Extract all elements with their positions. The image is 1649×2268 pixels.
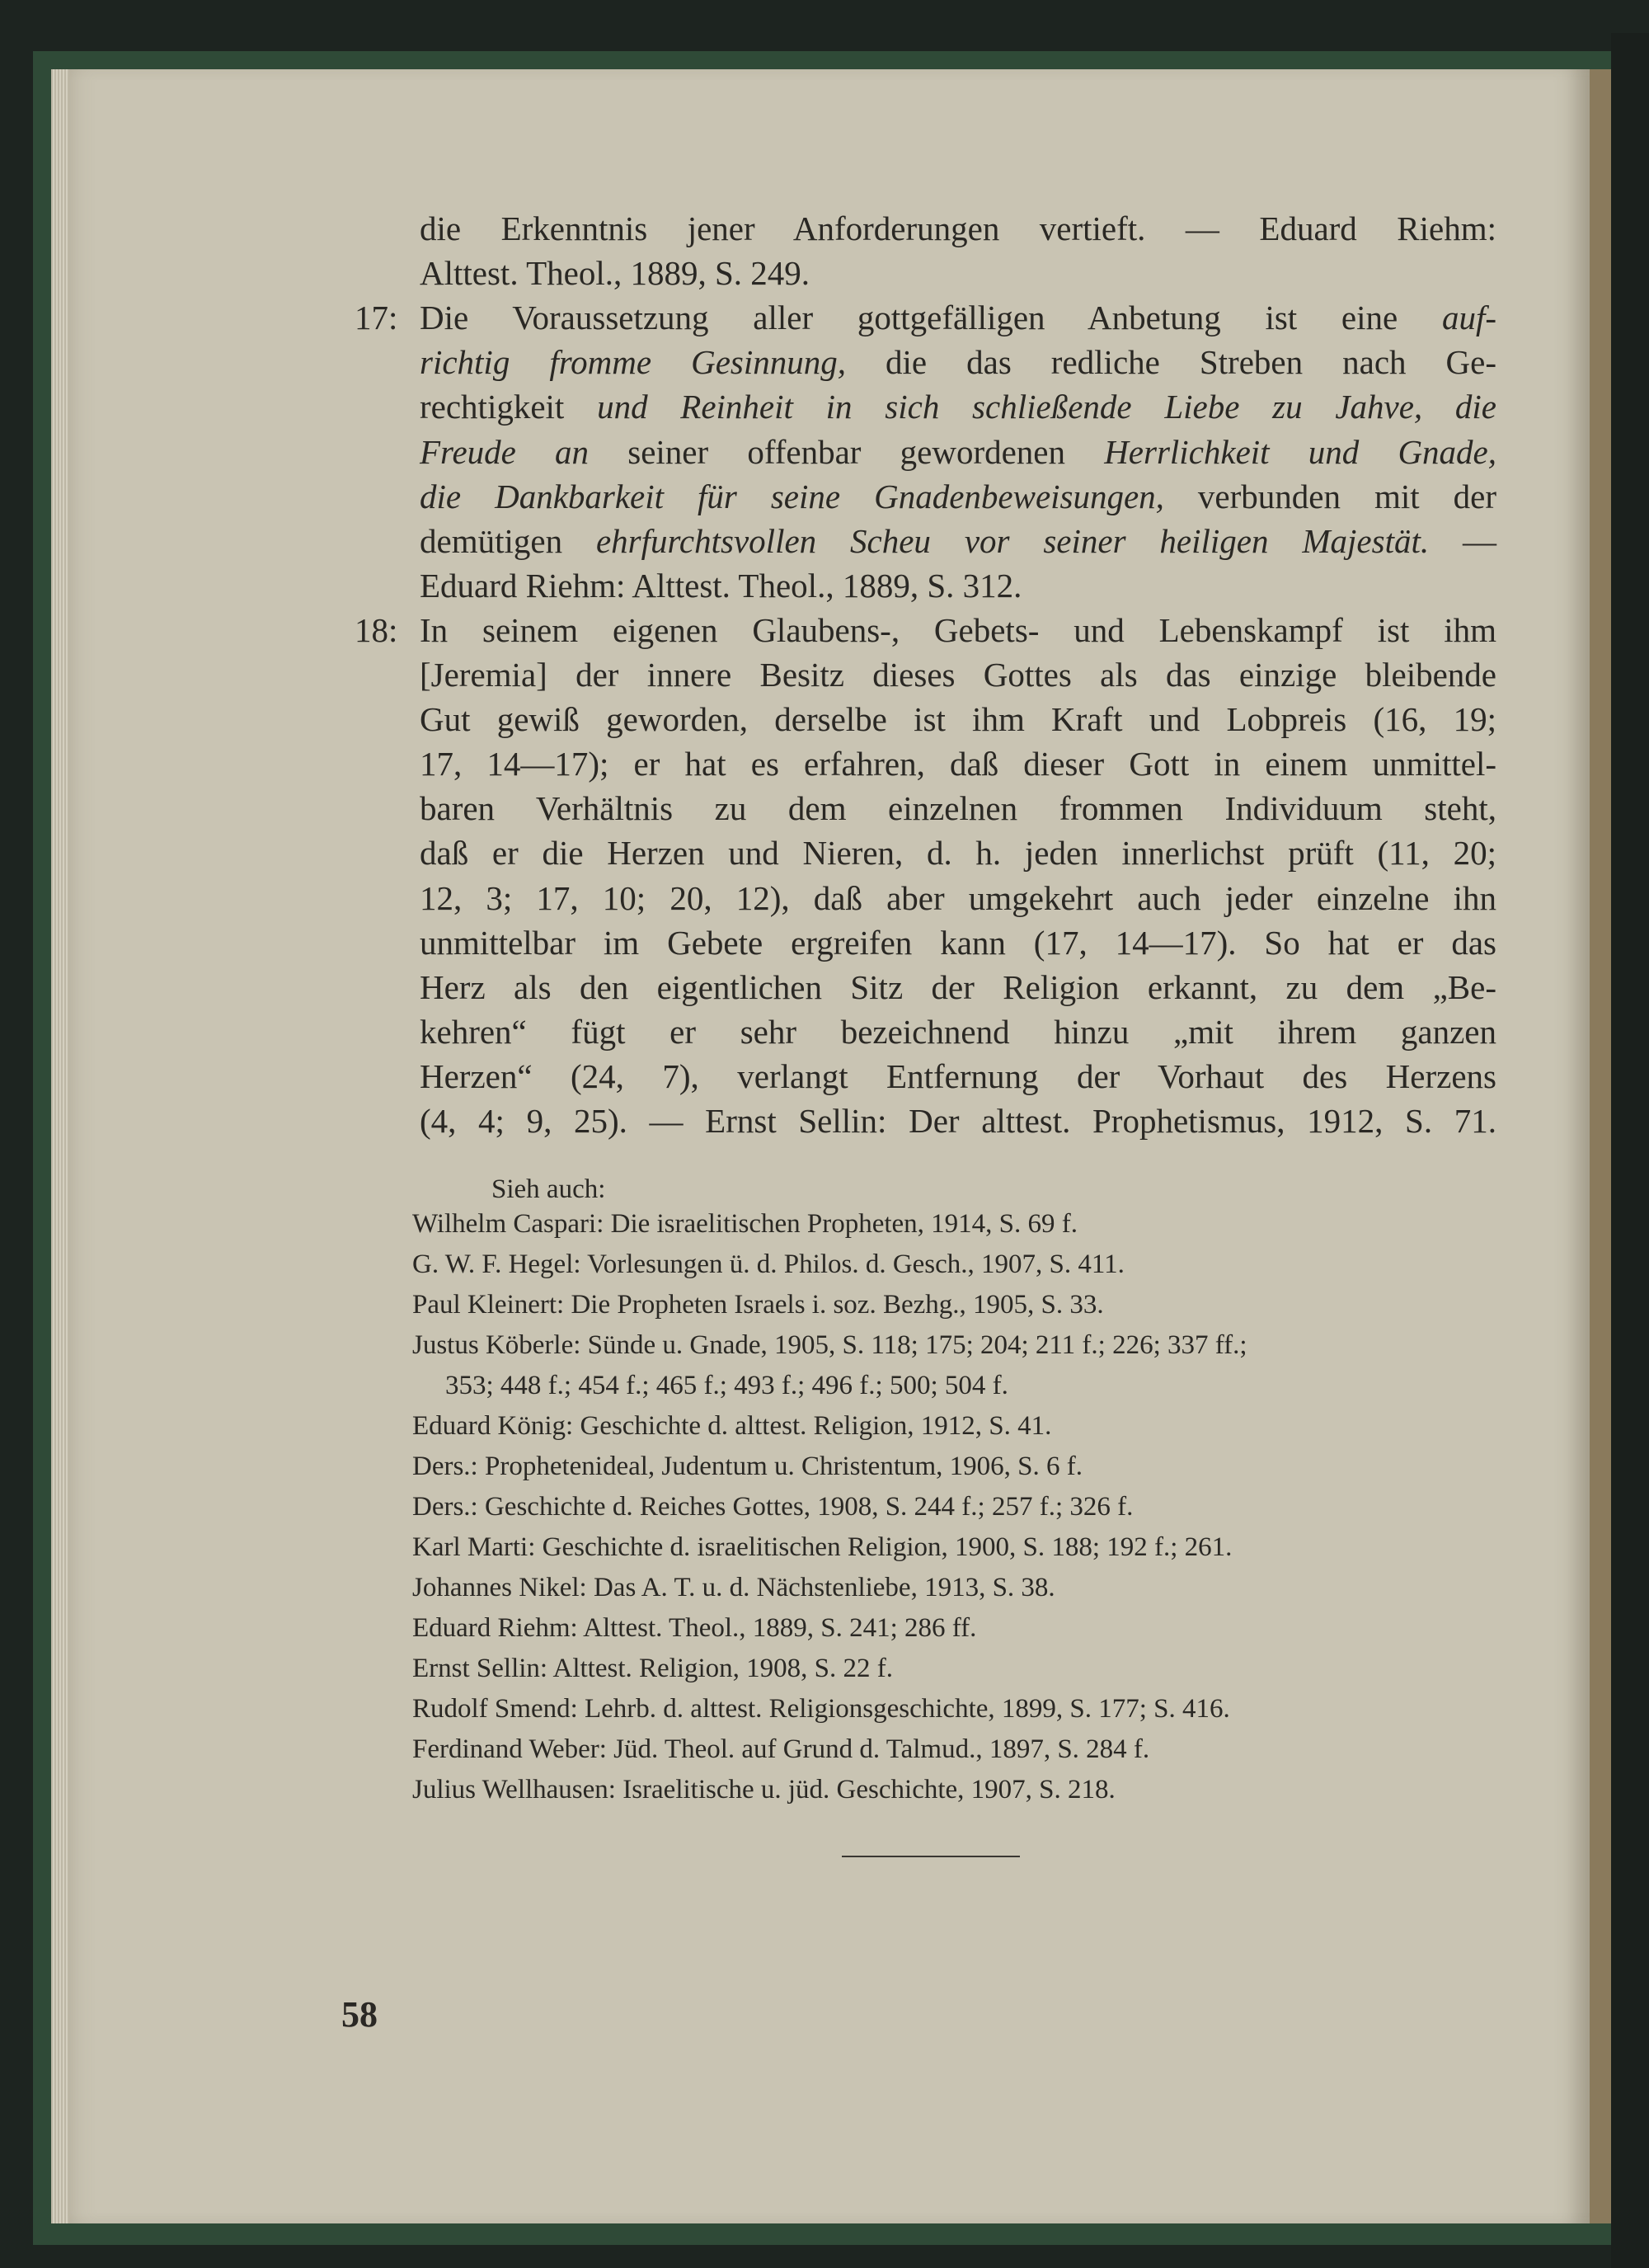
scan-background (1611, 33, 1649, 2268)
bibliography-entry: Wilhelm Caspari: Die israelitischen Propheten, 1914, S. 69 f. (412, 1209, 1078, 1239)
text-segment: verbunden mit der (1163, 477, 1496, 515)
page-edges (51, 69, 69, 2223)
bibliography-entry: Ders.: Geschichte d. Reiches Gottes, 1908, S. 244 f.; 257 f.; 326 f. (412, 1492, 1134, 1522)
text-line (420, 430, 1496, 474)
text-line (420, 474, 1496, 519)
text-segment: seiner offenbar gewordenen (589, 432, 1105, 471)
text-segment: In seinem eigenen Glaubens-, Gebets- und Lebenskampf ist ihm (420, 610, 1496, 649)
text-segment: unmittelbar im Gebete ergreifen kann (17, 14—17). So hat er das (420, 923, 1496, 962)
text-segment: — (1429, 521, 1496, 560)
italic-text: und Reinheit in sich schließende Liebe zu Jahve, die (597, 388, 1497, 426)
text-segment: die Erkenntnis jener Anforderungen vertieft. — Eduard Riehm: (420, 209, 1496, 247)
text-line (420, 876, 1496, 920)
text-line (420, 965, 1496, 1009)
text-line (420, 920, 1496, 965)
page-number: 58 (341, 1994, 378, 2035)
text-segment: Die Voraussetzung aller gottgefälligen Anbetung ist eine (420, 299, 1442, 337)
text-segment: Herz als den eigentlichen Sitz der Religion erkannt, zu dem „Be- (420, 967, 1496, 1006)
text-line (420, 295, 1496, 340)
text-segment: die das redliche Streben nach Ge- (846, 343, 1496, 382)
bibliography-entry: Ders.: Prophetenideal, Judentum u. Christentum, 1906, S. 6 f. (412, 1452, 1083, 1481)
text-segment: Eduard Riehm: Alttest. Theol., 1889, S. 312. (420, 566, 1022, 605)
text-line (420, 786, 1496, 831)
bibliography-entry: Eduard Riehm: Alttest. Theol., 1889, S. 241; 286 ff. (412, 1613, 977, 1643)
text-line (420, 519, 1496, 563)
text-line (420, 563, 1496, 608)
bibliography-entry: Paul Kleinert: Die Propheten Israels i. soz. Bezhg., 1905, S. 33. (412, 1290, 1104, 1320)
text-segment: rechtigkeit (420, 388, 598, 426)
italic-text: auf- (1441, 299, 1496, 337)
text-segment: [Jeremia] der innere Besitz dieses Gottes als das einzige bleibende (420, 656, 1496, 694)
bibliography-entry: Justus Köberle: Sünde u. Gnade, 1905, S. 118; 175; 204; 211 f.; 226; 337 ff.; (412, 1330, 1247, 1360)
text-line (420, 741, 1496, 786)
italic-text: Freude an (420, 432, 590, 471)
italic-text: die Dankbarkeit für seine Gnadenbeweisungen, (420, 477, 1164, 515)
text-segment: 17, 14—17); er hat es erfahren, daß dieser Gott in einem unmittel- (420, 745, 1496, 783)
italic-text: richtig fromme Gesinnung, (420, 343, 847, 382)
text-segment: Herzen“ (24, 7), verlangt Entfernung der Vorhaut des Herzens (420, 1056, 1496, 1095)
bibliography-entry: Rudolf Smend: Lehrb. d. alttest. Religionsgeschichte, 1899, S. 177; S. 416. (412, 1694, 1230, 1724)
bibliography-entry: Ferdinand Weber: Jüd. Theol. auf Grund d. Talmud., 1897, S. 284 f. (412, 1734, 1150, 1764)
bibliography-entry: Ernst Sellin: Alttest. Religion, 1908, S. 22 f. (412, 1654, 894, 1683)
text-line (420, 340, 1496, 384)
text-line (420, 251, 1496, 295)
bibliography-entry: Johannes Nikel: Das A. T. u. d. Nächstenliebe, 1913, S. 38. (412, 1573, 1055, 1602)
text-line (420, 697, 1496, 741)
bibliography-entry: G. W. F. Hegel: Vorlesungen ü. d. Philos. d. Gesch., 1907, S. 411. (412, 1249, 1125, 1279)
text-segment: baren Verhältnis zu dem einzelnen frommen Individuum steht, (420, 789, 1496, 828)
text-line (420, 608, 1496, 652)
opposite-page-edge (1590, 69, 1611, 2223)
note-number: 18: (355, 610, 398, 649)
bibliography-entry: Eduard König: Geschichte d. alttest. Religion, 1912, S. 41. (412, 1411, 1052, 1441)
bibliography-entry: 353; 448 f.; 454 f.; 465 f.; 493 f.; 496 f.; 500; 504 f. (445, 1371, 1008, 1400)
text-segment: kehren“ fügt er sehr bezeichnend hinzu „mit ihrem ganzen (420, 1012, 1496, 1051)
text-line (420, 1054, 1496, 1099)
italic-text: Herrlichkeit und Gnade, (1104, 432, 1496, 471)
text-segment: 12, 3; 17, 10; 20, 12), daß aber umgekehrt auch jeder einzelne ihn (420, 878, 1496, 917)
bibliography-entry: Julius Wellhausen: Israelitische u. jüd. Geschichte, 1907, S. 218. (412, 1775, 1116, 1805)
italic-text: ehrfurchtsvollen Scheu vor seiner heiligen Majestät. (595, 521, 1430, 560)
text-segment: (4, 4; 9, 25). — Ernst Sellin: Der alttest. Prophetismus, 1912, S. 71. (420, 1102, 1496, 1140)
text-segment: Alttest. Theol., 1889, S. 249. (420, 254, 810, 293)
text-segment: demütigen (420, 521, 596, 560)
note-number: 17: (355, 299, 398, 337)
text-line (420, 1009, 1496, 1054)
text-line (420, 652, 1496, 697)
text-line (420, 384, 1496, 429)
see-also-heading: Sieh auch: (491, 1174, 606, 1204)
section-divider (842, 1856, 1020, 1857)
text-line (420, 206, 1496, 251)
text-line (420, 831, 1496, 875)
text-line (420, 1099, 1496, 1143)
bibliography-entry: Karl Marti: Geschichte d. israelitischen Religion, 1900, S. 188; 192 f.; 261. (412, 1532, 1233, 1562)
text-segment: Gut gewiß geworden, derselbe ist ihm Kraft und Lobpreis (16, 19; (420, 700, 1496, 739)
text-segment: daß er die Herzen und Nieren, d. h. jeden innerlichst prüft (11, 20; (420, 834, 1496, 873)
